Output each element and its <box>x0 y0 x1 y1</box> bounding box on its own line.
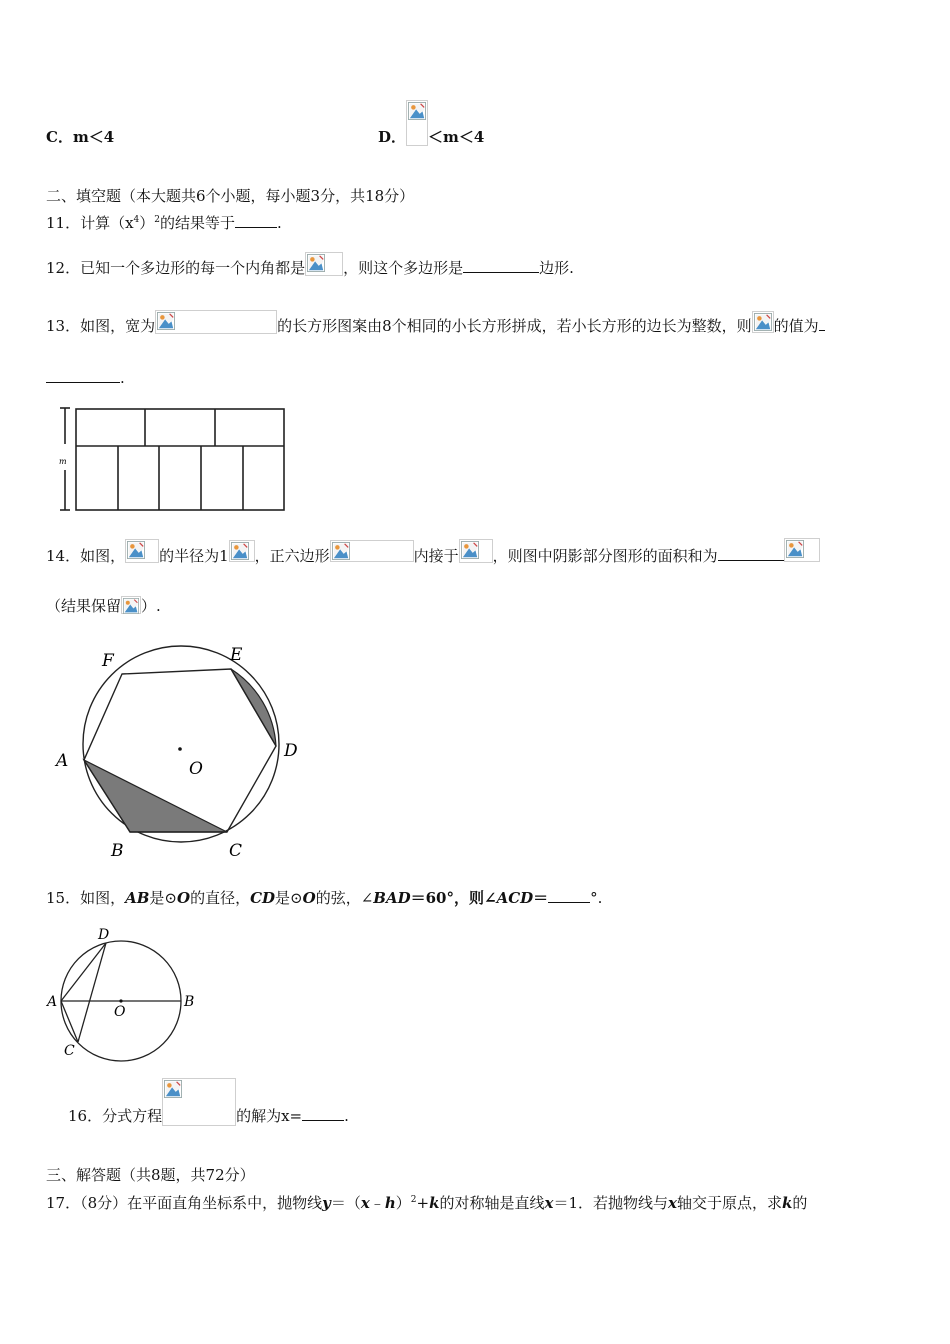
q17-text: + <box>416 1194 430 1212</box>
q11-suffix: 的结果等于 <box>160 214 236 232</box>
q14-part-1: 的半径为1 <box>159 547 229 565</box>
formula-image <box>162 1078 236 1126</box>
q14-part-2: ，正六边形 <box>254 547 330 565</box>
label-o: O <box>189 759 203 779</box>
q14-part-4: ，则图中阴影部分图形的面积和为 <box>492 547 718 565</box>
q13-prefix: 13．如图，宽为 <box>46 317 156 335</box>
answer-blank[interactable] <box>718 546 784 561</box>
broken-image-icon <box>332 542 350 560</box>
answer-blank[interactable] <box>548 888 590 903</box>
q17-var: x <box>544 1194 554 1212</box>
q17-text: ） <box>395 1194 411 1212</box>
label-c: C <box>64 1043 75 1059</box>
option-d <box>378 127 484 147</box>
q15-text: ＝60°，则∠ <box>410 889 497 907</box>
label-d: D <box>284 741 298 761</box>
q17-text: ﹣ <box>369 1194 385 1212</box>
option-d-text: ＜m＜4 <box>428 128 485 146</box>
broken-image-icon <box>754 313 772 331</box>
q12-prefix: 12．已知一个多边形的每一个内角都是 <box>46 259 306 277</box>
hexagon-in-circle-figure <box>50 640 310 864</box>
formula-image <box>229 540 255 562</box>
question-11 <box>46 210 282 233</box>
q11-prefix: 11．计算（x <box>46 214 134 232</box>
q14-line2-suffix: ）. <box>141 597 161 615</box>
broken-image-icon <box>307 254 325 272</box>
q17-exponent: 2 <box>410 1195 417 1205</box>
question-17 <box>46 1190 807 1213</box>
answer-blank[interactable] <box>819 316 825 331</box>
answer-blank[interactable] <box>302 1106 344 1121</box>
q11-exponent-1: 4 <box>133 215 140 225</box>
q16-end: . <box>344 1107 349 1125</box>
broken-image-icon <box>461 541 479 559</box>
formula-image <box>125 539 159 563</box>
formula-image <box>305 252 343 276</box>
q17-var: k <box>429 1194 440 1212</box>
label-o: O <box>114 1004 126 1020</box>
q17-var: k <box>781 1194 793 1212</box>
formula-image <box>330 540 414 562</box>
q15-text: 的弦，∠ <box>315 889 374 907</box>
q17-text: ＝（ <box>330 1194 361 1212</box>
formula-image <box>459 539 493 563</box>
q17-prefix: 17．（8分）在平面直角坐标系中，抛物线 <box>46 1194 323 1212</box>
q13-suffix: 的值为 <box>773 317 819 335</box>
q17-text: 的 <box>792 1194 808 1212</box>
q14-prefix: 14．如图， <box>46 547 126 565</box>
broken-image-icon <box>231 542 249 560</box>
broken-image-icon <box>157 312 175 330</box>
q13-end: . <box>120 369 125 387</box>
q15-prefix: 15．如图， <box>46 889 126 907</box>
question-13 <box>46 316 825 336</box>
q15-var-bad: BAD <box>373 889 411 907</box>
q14-line2-prefix: （结果保留 <box>46 597 122 615</box>
q16-suffix: 的解为x= <box>236 1107 303 1125</box>
formula-image <box>784 538 820 562</box>
q12-mid: ，则这个多边形是 <box>343 259 464 277</box>
section-heading-fill-blank: 二、填空题（本大题共6个小题，每小题3分，共18分） <box>46 187 415 205</box>
answer-blank[interactable] <box>463 258 539 273</box>
q17-var: h <box>384 1194 396 1212</box>
q16-prefix: 16．分式方程 <box>68 1107 163 1125</box>
q17-var: y <box>322 1194 331 1212</box>
q15-var-cd: CD <box>250 889 276 907</box>
label-e: E <box>230 645 243 665</box>
label-d: D <box>98 927 110 943</box>
option-d-label: D． <box>378 128 407 146</box>
question-12 <box>46 258 574 278</box>
broken-image-icon <box>164 1080 182 1098</box>
option-c: C．m＜4 <box>46 128 115 146</box>
circle-diameter-figure <box>44 924 204 1064</box>
q15-text: 是⊙ <box>275 889 303 907</box>
label-b: B <box>184 994 195 1010</box>
formula-image <box>752 311 774 333</box>
q17-var: x <box>360 1194 370 1212</box>
question-14 <box>46 546 820 566</box>
formula-image <box>121 596 141 614</box>
answer-blank[interactable] <box>46 368 120 383</box>
q15-var-o: O <box>177 889 191 907</box>
label-f: F <box>102 651 114 671</box>
formula-image <box>155 310 277 334</box>
label-b: B <box>111 841 124 861</box>
q15-var-ab: AB <box>125 889 150 907</box>
q15-text: ＝ <box>533 889 549 907</box>
label-a: A <box>47 994 58 1010</box>
q15-text: 的直径， <box>190 889 251 907</box>
q13-mid: 的长方形图案由8个相同的小长方形拼成，若小长方形的边长为整数，则 <box>277 317 752 335</box>
q17-text: 轴交于原点，求 <box>676 1194 782 1212</box>
broken-image-icon <box>123 598 139 614</box>
side-label: m <box>59 457 67 466</box>
section-heading-solutions: 三、解答题（共8题，共72分） <box>46 1166 255 1184</box>
q17-var: x <box>668 1194 677 1212</box>
q15-var-acd: ACD <box>496 889 534 907</box>
question-15 <box>46 888 602 908</box>
question-13-continued <box>46 368 125 388</box>
q12-suffix: 边形. <box>539 259 574 277</box>
question-14-continued <box>46 596 161 616</box>
rectangle-pattern-figure <box>54 404 290 516</box>
q15-end: °. <box>590 889 603 907</box>
q11-end: . <box>277 214 282 232</box>
q14-part-3: 内接于 <box>413 547 459 565</box>
q15-var-o: O <box>302 889 316 907</box>
broken-image-icon <box>786 540 804 558</box>
label-a: A <box>56 751 69 771</box>
formula-image <box>406 100 428 146</box>
broken-image-icon <box>127 541 145 559</box>
answer-blank[interactable] <box>235 213 277 228</box>
q17-text: ＝1．若抛物线与 <box>553 1194 668 1212</box>
label-c: C <box>229 841 243 861</box>
q15-text: 是⊙ <box>149 889 177 907</box>
q11-mid: ） <box>139 214 155 232</box>
q11-exponent-2: 2 <box>154 215 161 225</box>
question-16 <box>68 1106 349 1126</box>
broken-image-icon <box>408 102 426 120</box>
q17-text: 的对称轴是直线 <box>439 1194 545 1212</box>
